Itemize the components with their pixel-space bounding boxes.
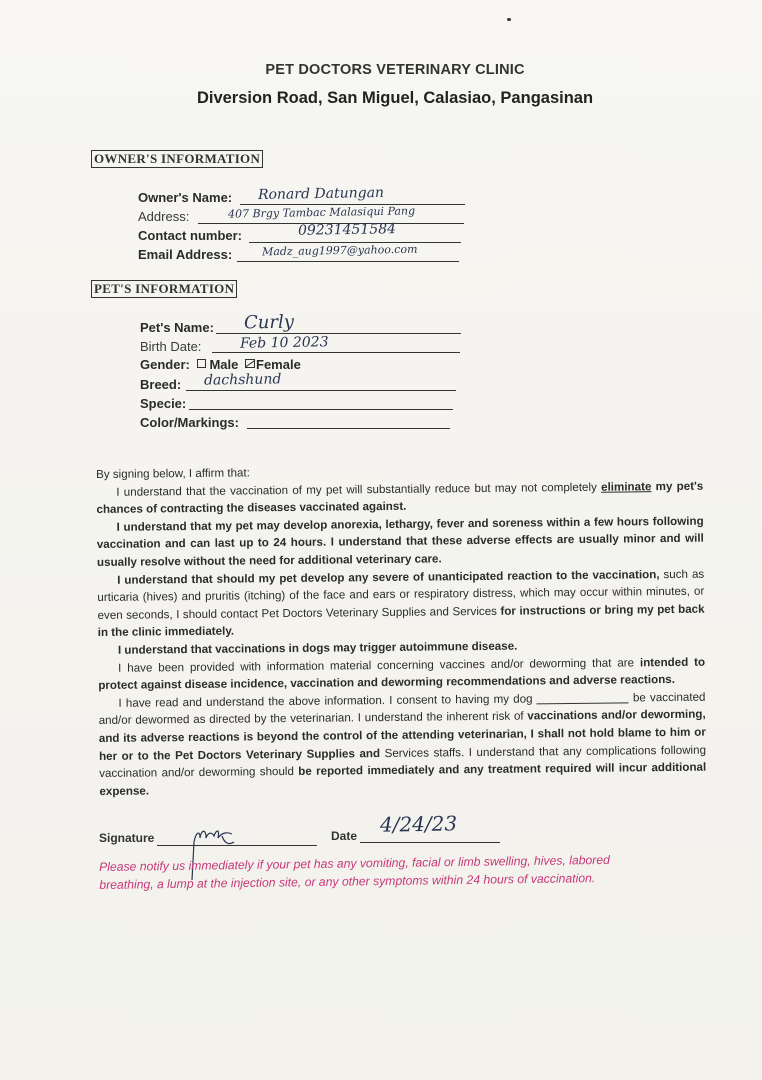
pet-birth-line bbox=[212, 352, 460, 353]
owner-contact-label: Contact number: bbox=[138, 228, 242, 243]
consent-statement bbox=[96, 460, 706, 801]
pet-birth-value: Feb 10 2023 bbox=[239, 334, 329, 352]
owner-address-label: Address: bbox=[138, 209, 190, 224]
scan-speck bbox=[507, 18, 511, 21]
clinic-address: Diversion Road, San Miguel, Calasiao, Pangasinan bbox=[196, 89, 594, 107]
dog-name-blank[interactable] bbox=[537, 692, 629, 704]
pet-breed-label: Breed: bbox=[140, 377, 182, 392]
pet-section-title: PET'S INFORMATION bbox=[91, 280, 237, 298]
date-label: Date bbox=[331, 829, 358, 843]
pet-birth-label: Birth Date: bbox=[140, 339, 202, 354]
female-option-label: Female bbox=[256, 357, 301, 372]
pet-name-value: Curly bbox=[243, 311, 295, 334]
pet-gender-row bbox=[140, 357, 301, 372]
pet-gender-label: Gender: bbox=[140, 357, 190, 372]
pet-specie-line bbox=[189, 409, 453, 410]
consent-paragraph-2: I understand that my pet may develop anorexia, lethargy, fever and soreness within a few hours following vaccination and can last up to 24 hours. I understand that these adverse effects are usually minor and will usually resolve without the need for additional veterinary care. bbox=[96, 514, 704, 569]
date-line[interactable] bbox=[360, 842, 500, 843]
pet-color-label: Color/Markings: bbox=[140, 415, 239, 430]
owner-email-value: Madz_aug1997@yahoo.com bbox=[261, 242, 418, 259]
owner-name-label: Owner's Name: bbox=[138, 190, 233, 205]
pet-specie-label: Specie: bbox=[140, 396, 187, 411]
consent-paragraph-6: I have read and understand the above information. I consent to having my dog be vaccinated and/or dewormed as directed by the veterinarian. I understand the inherent risk of vaccinations and/or deworming, and its adverse reactions is beyond the control of the attending veterinarian, I shall not hold blame to him or her or to the Pet Doctors Veterinary Supplies and Services staffs. I understand that any complications following vaccination and/or deworming should be reported immediately and any treatment required will incur additional expense. bbox=[98, 690, 707, 798]
consent-paragraph-4: I understand that vaccinations in dogs may trigger autoimmune disease. bbox=[117, 639, 518, 657]
male-option-label: Male bbox=[209, 357, 239, 372]
male-checkbox[interactable] bbox=[197, 359, 206, 368]
owner-email-line bbox=[237, 261, 459, 262]
pet-name-label: Pet's Name: bbox=[140, 320, 214, 335]
owner-name-value: Ronard Datungan bbox=[257, 184, 385, 204]
consent-paragraph-3: I understand that should my pet develop any severe of unanticipated reaction to the vaccination, such as urticaria (hives) and pruritis (itching) of the face and ears or respiratory distress, which may occur within minutes, or even seconds, I should contact Pet Doctors Veterinary Supplies and Services for instructions or bring my pet back in the clinic immediately. bbox=[97, 567, 705, 640]
date-value: 4/24/23 bbox=[379, 811, 458, 837]
pet-color-line bbox=[247, 428, 450, 429]
owner-contact-value: 09231451584 bbox=[297, 221, 397, 239]
consent-intro: By signing below, I affirm that: bbox=[96, 466, 250, 481]
signature-label: Signature bbox=[99, 831, 155, 845]
post-vaccination-notice: Please notify us immediately if your pet has any vomiting, facial or limb swelling, hives, labored breathing, a lump at the injection site, or any other symptoms within 24 hours of vaccination. bbox=[99, 852, 610, 892]
female-checkbox-checked[interactable] bbox=[245, 359, 255, 368]
owner-address-value: 407 Brgy Tambac Malasiqui Pang bbox=[227, 204, 416, 221]
owner-email-label: Email Address: bbox=[138, 247, 233, 262]
pet-breed-line bbox=[186, 390, 456, 391]
owner-section-title: OWNER'S INFORMATION bbox=[91, 150, 263, 168]
clinic-name: PET DOCTORS VETERINARY CLINIC bbox=[265, 62, 525, 78]
consent-paragraph-5: I have been provided with information material concerning vaccines and/or deworming that are intended to protect against disease incidence, vaccination and deworming recommendations and adverse reactions. bbox=[98, 655, 706, 693]
pet-breed-value: dachshund bbox=[203, 371, 282, 389]
consent-paragraph-1: I understand that the vaccination of my pet will substantially reduce but may not completely eliminate my pet's chances of contracting the diseases vaccinated against. bbox=[96, 479, 704, 517]
